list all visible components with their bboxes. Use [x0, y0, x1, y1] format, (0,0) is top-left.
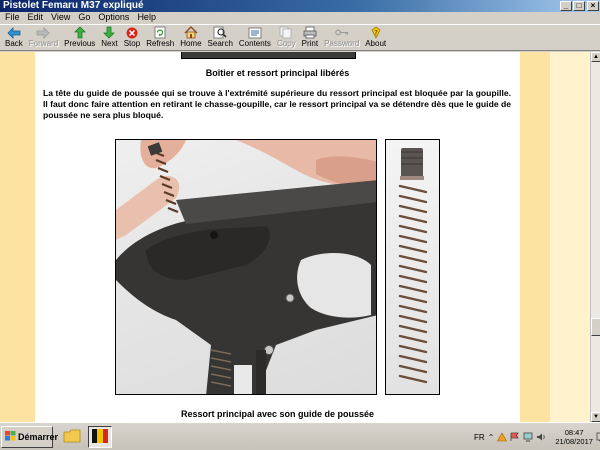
copy-button[interactable] — [274, 25, 299, 50]
start-label: Démarrer — [18, 432, 59, 442]
about-icon — [369, 26, 383, 39]
refresh-icon — [153, 26, 167, 39]
page-content — [35, 52, 520, 422]
about-button[interactable] — [362, 25, 389, 50]
content-viewport[interactable] — [0, 52, 590, 422]
contents-icon — [248, 26, 262, 39]
system-tray — [474, 425, 600, 449]
window-title: Pistolet Femaru M37 expliqué — [3, 0, 144, 11]
refresh-label: Refresh — [146, 39, 175, 48]
caption-bottom: Ressort principal avec son guide de poussée — [180, 409, 375, 419]
search-icon — [213, 26, 227, 39]
copy-label: Copy — [276, 39, 296, 48]
previous-label: Previous — [64, 39, 96, 48]
photo-main-spring — [385, 139, 440, 395]
down-arrow-icon — [102, 26, 116, 39]
scroll-down-button[interactable]: ▼ — [591, 412, 600, 422]
help-app-icon — [91, 428, 109, 447]
menu-edit[interactable]: Edit — [27, 12, 44, 22]
back-button[interactable] — [2, 25, 26, 50]
folder-icon — [63, 429, 81, 446]
top-photo-partial — [181, 52, 356, 59]
menu-bar — [0, 12, 600, 23]
up-arrow-icon — [73, 26, 87, 39]
page-margin-right-outer — [550, 52, 590, 422]
toolbar — [0, 24, 600, 51]
password-button[interactable] — [321, 25, 362, 50]
home-label: Home — [180, 39, 202, 48]
menu-file[interactable]: File — [5, 12, 20, 22]
next-button[interactable] — [98, 25, 120, 50]
clock-time: 08:47 — [564, 428, 584, 437]
home-button[interactable] — [177, 25, 204, 50]
photo-pistol-frame — [115, 139, 377, 395]
back-arrow-icon — [7, 26, 21, 39]
password-label: Password — [324, 39, 360, 48]
clock[interactable] — [555, 428, 593, 446]
contents-label: Contents — [238, 39, 271, 48]
maximize-button[interactable]: □ — [573, 1, 585, 11]
menu-help[interactable]: Help — [137, 12, 156, 22]
print-icon — [303, 26, 317, 39]
previous-button[interactable] — [61, 25, 98, 50]
stop-icon — [125, 26, 139, 39]
display-icon[interactable] — [523, 432, 533, 442]
refresh-button[interactable] — [143, 25, 177, 50]
search-label: Search — [207, 39, 233, 48]
forward-label: Forward — [28, 39, 59, 48]
minimize-button[interactable]: _ — [560, 1, 572, 11]
network-warning-icon[interactable] — [497, 432, 507, 442]
windows-logo-icon — [5, 431, 16, 443]
menu-go[interactable]: Go — [78, 12, 91, 22]
close-button[interactable]: × — [587, 1, 599, 11]
home-icon — [184, 26, 198, 39]
scroll-thumb[interactable] — [591, 318, 600, 336]
svg-text:?: ? — [373, 29, 378, 37]
page-margin-right — [520, 52, 550, 422]
back-label: Back — [5, 39, 23, 48]
clock-date: 21/08/2017 — [555, 437, 593, 446]
forward-button[interactable] — [26, 25, 61, 50]
menu-options[interactable]: Options — [98, 12, 130, 22]
about-label: About — [365, 39, 387, 48]
caption-top: Boîtier et ressort principal libérés — [205, 68, 350, 78]
notification-icon[interactable] — [596, 432, 600, 442]
taskbar-explorer[interactable] — [60, 426, 84, 448]
print-button[interactable] — [299, 25, 321, 50]
window-controls — [560, 1, 599, 11]
search-button[interactable] — [205, 25, 236, 50]
menu-view[interactable]: View — [51, 12, 71, 22]
scroll-up-button[interactable]: ▲ — [591, 52, 600, 62]
key-icon — [335, 26, 349, 39]
print-label: Print — [301, 39, 319, 48]
stop-button[interactable] — [121, 25, 143, 50]
copy-icon — [279, 26, 293, 39]
volume-icon[interactable] — [536, 432, 546, 442]
forward-arrow-icon — [36, 26, 50, 39]
start-button[interactable] — [1, 426, 59, 448]
window-titlebar[interactable] — [0, 0, 600, 12]
chevron-up-icon[interactable]: ⌃ — [487, 432, 495, 442]
contents-button[interactable] — [236, 25, 274, 50]
taskbar-help-viewer[interactable] — [88, 426, 112, 448]
vertical-scrollbar[interactable] — [590, 52, 600, 422]
page-margin-left — [0, 52, 35, 422]
flag-icon[interactable] — [510, 432, 520, 442]
language-indicator[interactable]: FR — [474, 432, 485, 442]
body-paragraph: La tête du guide de poussée qui se trouve à l'extrémité supérieure du ressort principal est bloquée par la goupille. Il faut donc faire attention en retirant le chasse-goupille, car le ressort principal va se détendre dès que le guide de poussée ne sera plus bloqué. — [43, 88, 512, 120]
next-label: Next — [101, 39, 118, 48]
taskbar — [0, 422, 600, 450]
stop-label: Stop — [123, 39, 141, 48]
